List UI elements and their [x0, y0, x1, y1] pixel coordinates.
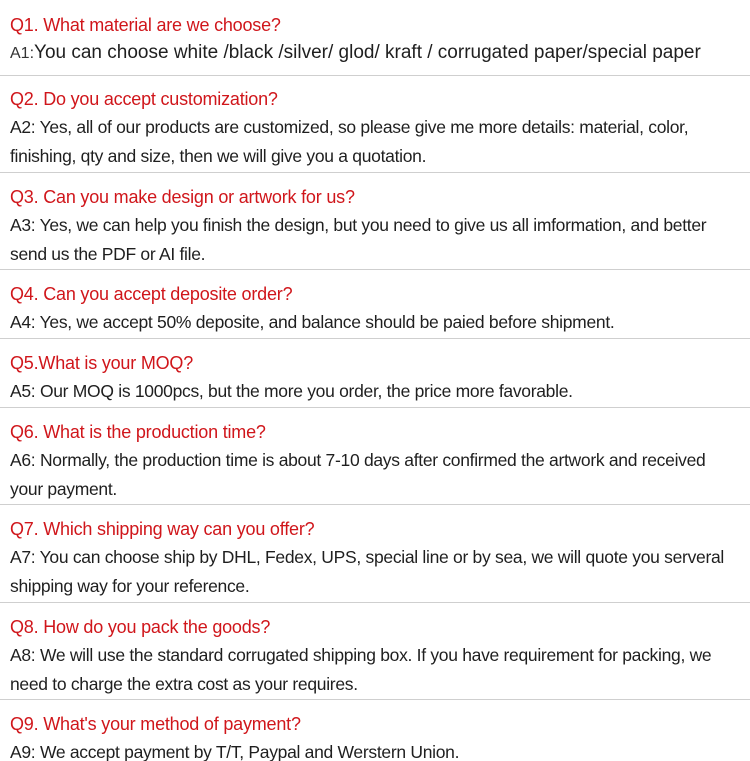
answer-prefix: A7: [10, 547, 36, 567]
faq-item [0, 270, 750, 339]
answer-text: We accept payment by T/T, Paypal and Werstern Union. [39, 742, 460, 761]
answer-text: We will use the standard corrugated shipping box. If you have requirement for packing, we need to charge the extra cost as your requires. [10, 645, 712, 694]
answer-text: Yes, we accept 50% deposite, and balance should be paied before shipment. [39, 312, 615, 332]
answer-text: Our MOQ is 1000pcs, but the more you order, the price more favorable. [39, 381, 573, 401]
faq-item [0, 505, 750, 603]
faq-question: Q8. How do you pack the goods? [10, 617, 271, 637]
faq-answer [10, 543, 740, 600]
faq-answer [10, 377, 740, 406]
faq-question: Q3. Can you make design or artwork for us? [10, 187, 355, 207]
faq-answer [10, 39, 740, 69]
answer-prefix: A2: [10, 117, 36, 137]
answer-prefix: A6: [10, 450, 36, 470]
answer-text: Yes, all of our products are customized, so please give me more details: material, color, finishing, qty and size, then we will give you a quotation. [10, 117, 689, 166]
answer-prefix: A5: [10, 381, 36, 401]
answer-prefix: A9: [10, 742, 36, 761]
faq-answer [10, 113, 740, 170]
answer-text: Yes, we can help you finish the design, but you need to give us all imformation, and better send us the PDF or AI file. [10, 215, 707, 264]
faq-answer [10, 308, 740, 337]
answer-prefix: A1: [10, 45, 35, 62]
faq-item [0, 408, 750, 505]
faq-question: Q2. Do you accept customization? [10, 89, 278, 109]
faq-item [0, 76, 750, 173]
answer-text: You can choose ship by DHL, Fedex, UPS, special line or by sea, we will quote you serveral shipping way for your reference. [10, 547, 725, 596]
faq-answer [10, 738, 740, 761]
faq-item [0, 700, 750, 761]
answer-prefix: A3: [10, 215, 36, 235]
faq-item [0, 0, 750, 76]
faq-answer [10, 211, 740, 268]
answer-prefix: A8: [10, 645, 36, 665]
faq-answer [10, 446, 740, 503]
faq-question: Q4. Can you accept deposite order? [10, 284, 293, 304]
faq-answer [10, 641, 740, 698]
answer-text: Normally, the production time is about 7-10 days after confirmed the artwork and received your payment. [10, 450, 706, 499]
answer-prefix: A4: [10, 312, 36, 332]
answer-text: You can choose white /black /silver/ glod/ kraft / corrugated paper/special paper [34, 42, 701, 63]
faq-question: Q5.What is your MOQ? [10, 353, 194, 373]
faq-question: Q1. What material are we choose? [10, 15, 281, 35]
faq-question: Q6. What is the production time? [10, 422, 266, 442]
faq-item [0, 339, 750, 408]
faq-item [0, 173, 750, 270]
faq-question: Q7. Which shipping way can you offer? [10, 519, 315, 539]
faq-item [0, 603, 750, 700]
faq-question: Q9. What's your method of payment? [10, 714, 301, 734]
